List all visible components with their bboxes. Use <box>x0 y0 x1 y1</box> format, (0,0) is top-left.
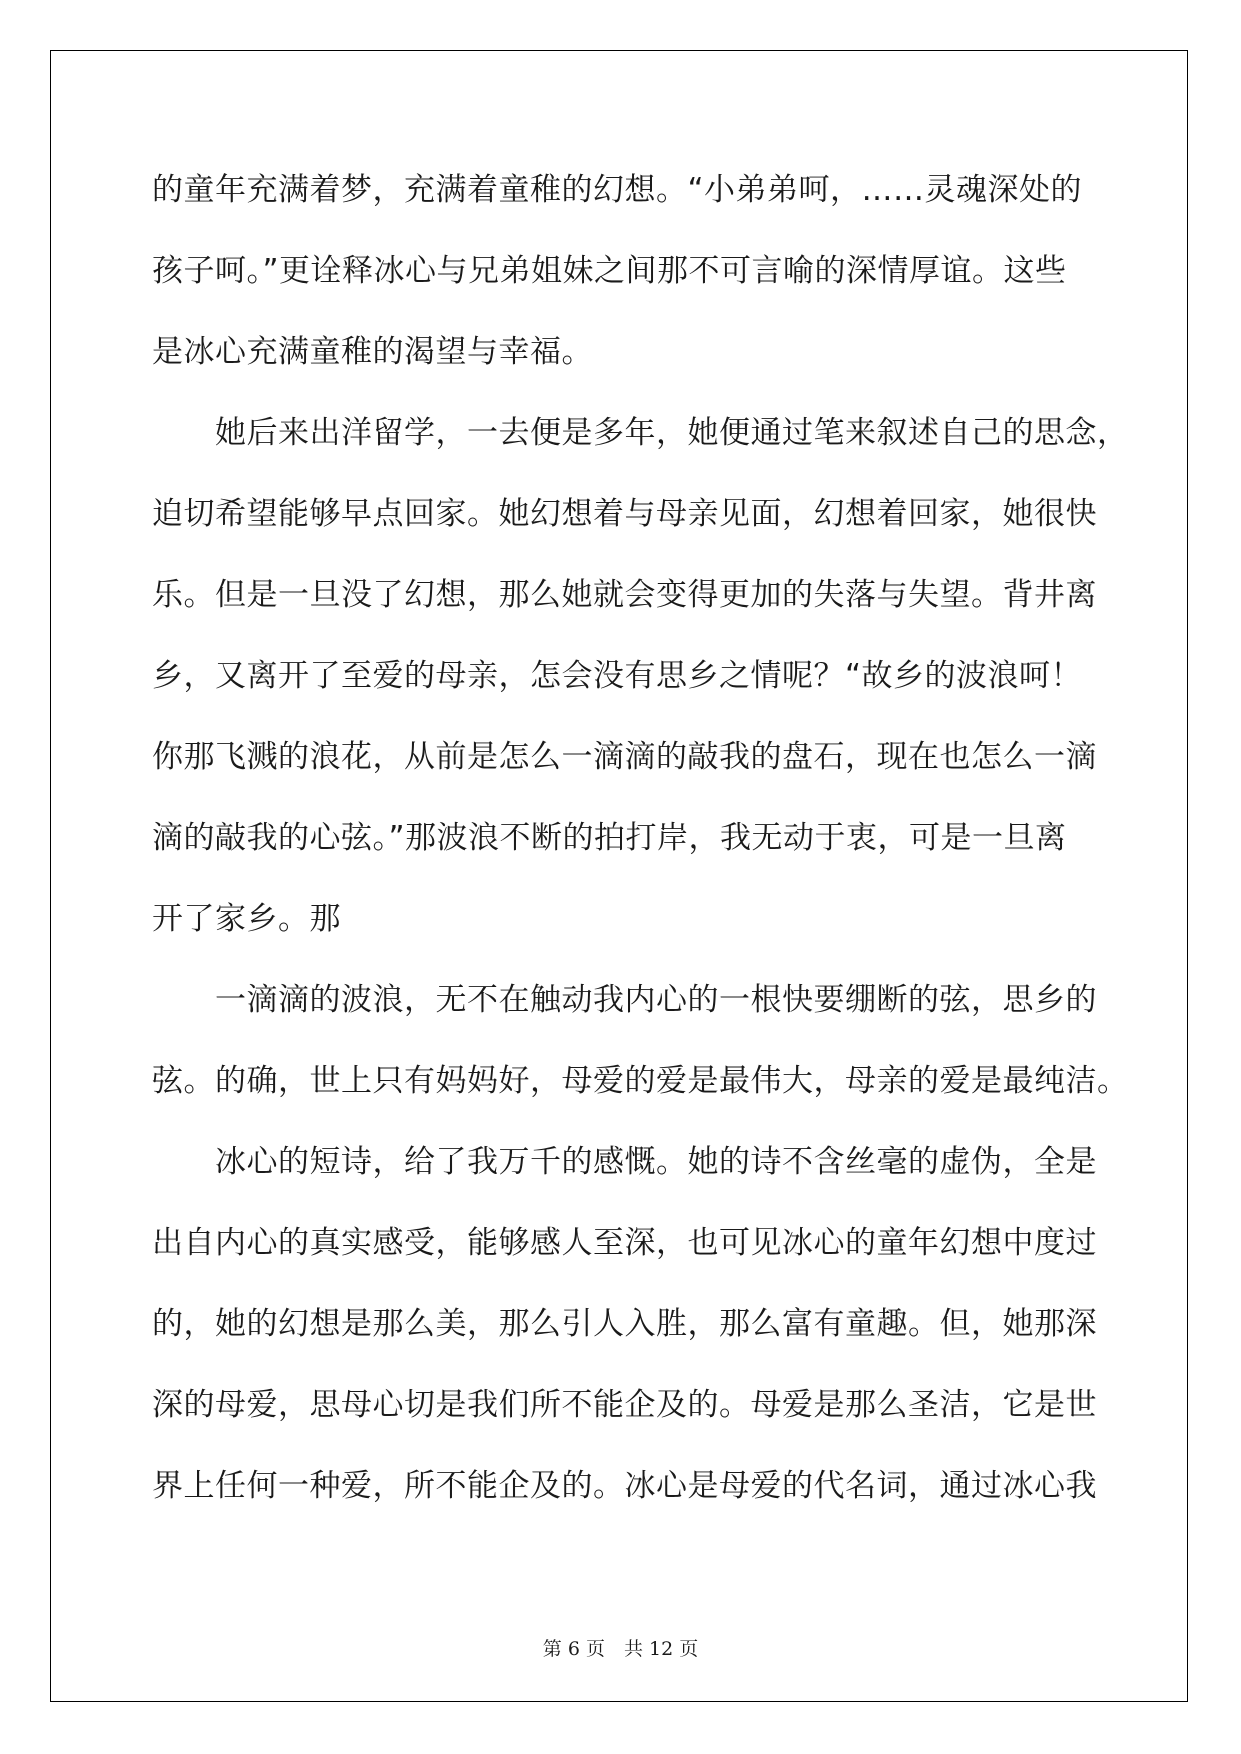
text-line: 孩子呵。”更诠释冰心与兄弟姐妹之间那不可言喻的深情厚谊。这些 <box>152 253 1067 289</box>
text-line: 弦。的确，世上只有妈妈好，母爱的爱是最伟大，母亲的爱是最纯洁。 <box>152 1063 1129 1099</box>
text-line: 的，她的幻想是那么美，那么引人入胜，那么富有童趣。但，她那深 <box>152 1306 1097 1342</box>
text-line: 的童年充满着梦，充满着童稚的幻想。“小弟弟呵，……灵魂深处的 <box>152 172 1083 208</box>
body-text <box>152 150 1129 1527</box>
text-line: 乡，又离开了至爱的母亲，怎会没有思乡之情呢？“故乡的波浪呵！ <box>152 658 1083 694</box>
text-line: 她后来出洋留学，一去便是多年，她便通过笔来叙述自己的思念， <box>152 415 1129 451</box>
text-line: 出自内心的真实感受，能够感人至深，也可见冰心的童年幻想中度过 <box>152 1225 1097 1261</box>
text-line: 界上任何一种爱，所不能企及的。冰心是母爱的代名词，通过冰心我 <box>152 1468 1097 1504</box>
text-line: 你那飞溅的浪花，从前是怎么一滴滴的敲我的盘石，现在也怎么一滴 <box>152 739 1097 775</box>
text-line: 深的母爱，思母心切是我们所不能企及的。母爱是那么圣洁，它是世 <box>152 1387 1097 1423</box>
text-line: 开了家乡。那 <box>152 901 341 937</box>
page-number: 第 6 页 共 12 页 <box>542 1638 699 1660</box>
text-line: 一滴滴的波浪，无不在触动我内心的一根快要绷断的弦，思乡的 <box>152 982 1097 1018</box>
text-line: 迫切希望能够早点回家。她幻想着与母亲见面，幻想着回家，她很快 <box>152 496 1097 532</box>
text-line: 是冰心充满童稚的渴望与幸福。 <box>152 334 593 370</box>
text-line: 滴的敲我的心弦。”那波浪不断的拍打岸，我无动于衷，可是一旦离 <box>152 820 1067 856</box>
text-line: 乐。但是一旦没了幻想，那么她就会变得更加的失落与失望。背井离 <box>152 577 1097 613</box>
text-line: 冰心的短诗，给了我万千的感慨。她的诗不含丝毫的虚伪，全是 <box>152 1144 1097 1180</box>
